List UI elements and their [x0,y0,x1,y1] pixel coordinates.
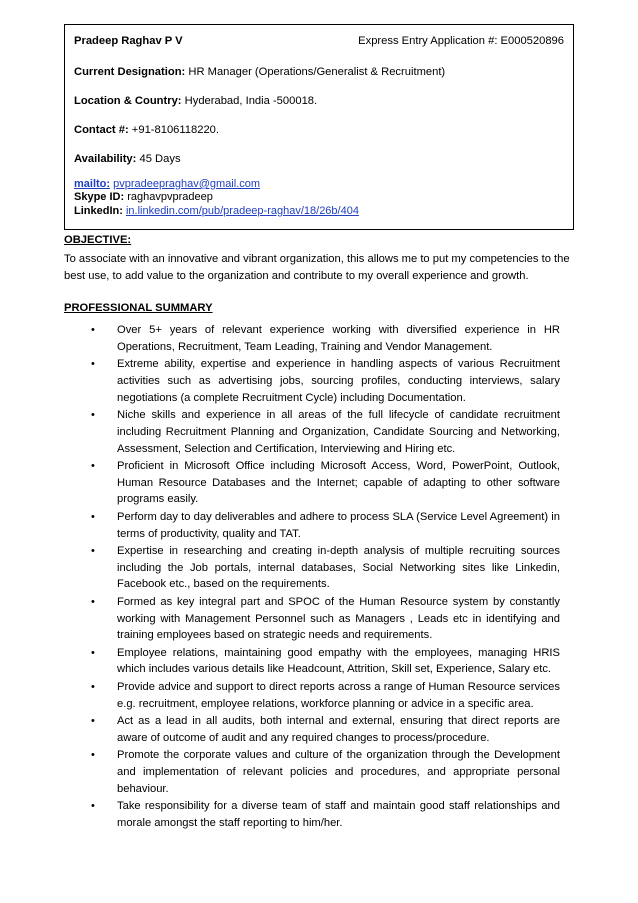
location-label: Location & Country: [74,95,182,107]
contact-label: Contact #: [74,124,129,136]
professional-summary-section [64,302,574,832]
summary-item-text: Act as a lead in all audits, both internal and external, ensuring that direct reports are aware of outcome of audit and any required changes to process/procedure. [117,714,560,744]
bullet-icon: • [91,459,95,472]
summary-item-text: Promote the corporate values and culture of the organization through the Development and implementation of relevant policies and procedures, and appropriate personal behaviour. [117,748,560,795]
availability-label: Availability: [74,153,137,165]
application-number: Express Entry Application #: E000520896 [358,35,564,47]
contact-value: +91-8106118220. [128,124,220,136]
bullet-icon: • [91,714,95,727]
location-row [74,94,317,108]
location-value: Hyderabad, India -500018. [181,95,318,107]
summary-item-text: Employee relations, maintaining good empathy with the employees, managing HRIS which includes various details like Headcount, Attrition, Skill set, Experience, Salary etc. [117,646,560,676]
summary-item [64,747,574,797]
summary-item [64,509,574,543]
linkedin-label: LinkedIn: [74,204,123,217]
summary-item [64,407,574,457]
summary-item-text: Formed as key integral part and SPOC of the Human Resource system by constantly working with Management Personnel such as Managers , Leads etc in identifying and training employees based on strategic needs and requirements. [117,595,560,642]
availability-row [74,152,181,166]
contact-row [74,123,219,137]
summary-item-text: Extreme ability, expertise and experience in handling aspects of various Recruitment activities such as advertising jobs, sourcing profiles, conducting interviews, salary negotiations (a complete Recruitment Cycle) including Documentation. [117,358,560,404]
summary-item-text: Proficient in Microsoft Office including Microsoft Access, Word, PowerPoint, Outlook, Human Resource Databases and the Internet; capable of adapting to other software programs easily. [117,459,560,506]
summary-item [64,543,574,593]
designation-value: HR Manager (Operations/Generalist & Recruitment) [185,66,446,78]
linkedin-row [74,205,359,218]
summary-title: PROFESSIONAL SUMMARY [64,302,213,314]
email-link[interactable]: pvpradeepraghav@gmail.com [113,178,261,190]
summary-item [64,322,574,356]
bullet-icon: • [91,324,95,336]
summary-item [64,798,574,832]
bullet-icon: • [91,680,95,693]
bullet-icon: • [91,544,95,557]
summary-item [64,594,574,644]
skype-row [74,191,359,204]
designation-row [74,65,445,79]
summary-item-text: Niche skills and experience in all areas of the full lifecycle of candidate recruitment including Recruitment Planning and Organization, Candidate Sourcing and Networking, Assessment, Selection and Certification, Interviewing and Hiring etc. [117,408,560,455]
summary-item [64,356,574,406]
summary-item-text: Take responsibility for a diverse team of staff and maintain good staff relationships and morale amongst the staff reporting to him/her. [117,799,560,829]
designation-label: Current Designation: [74,66,186,78]
summary-list [64,322,574,831]
summary-item [64,679,574,713]
summary-item [64,713,574,747]
summary-item-text: Provide advice and support to direct reports across a range of Human Resource services e.g. recruitment, employee relations, workforce planning or advice in a specific area. [117,680,560,710]
summary-item [64,645,574,679]
candidate-name: Pradeep Raghav P V [74,35,183,47]
objective-text: To associate with an innovative and vibrant organization, this allows me to put my competencies to the best use, to add value to the organization and contribute to my overall experience and growth. [64,253,570,282]
summary-item-text: Over 5+ years of relevant experience working with diversified experience in HR Operations, Recruitment, Team Leading, Training and Vendor Management. [117,324,560,353]
bullet-icon: • [91,408,95,421]
bullet-icon: • [91,510,95,523]
email-row [74,178,359,191]
email-label: mailto: [74,178,111,190]
skype-value: raghavpvpradeep [124,191,213,204]
online-contacts [74,178,359,218]
objective-title: OBJECTIVE: [64,234,132,246]
skype-label: Skype ID: [74,191,125,204]
summary-item-text: Expertise in researching and creating in-depth analysis of multiple recruiting sources including the Job portals, internal databases, Social Networking sites like Linkedin, Facebook etc., based on the requirements. [117,544,560,591]
contact-header-box [64,24,574,230]
availability-value: 45 Days [136,153,181,165]
header-top-row [74,34,564,48]
bullet-icon: • [91,799,95,812]
bullet-icon: • [91,748,95,761]
summary-item [64,458,574,508]
linkedin-link[interactable]: in.linkedin.com/pub/pradeep-raghav/18/26b/404 [125,204,359,217]
bullet-icon: • [91,358,95,371]
bullet-icon: • [91,646,95,659]
objective-section [64,234,574,285]
summary-item-text: Perform day to day deliverables and adhere to process SLA (Service Level Agreement) in terms of productivity, quality and TAT. [117,510,560,540]
bullet-icon: • [91,595,95,608]
